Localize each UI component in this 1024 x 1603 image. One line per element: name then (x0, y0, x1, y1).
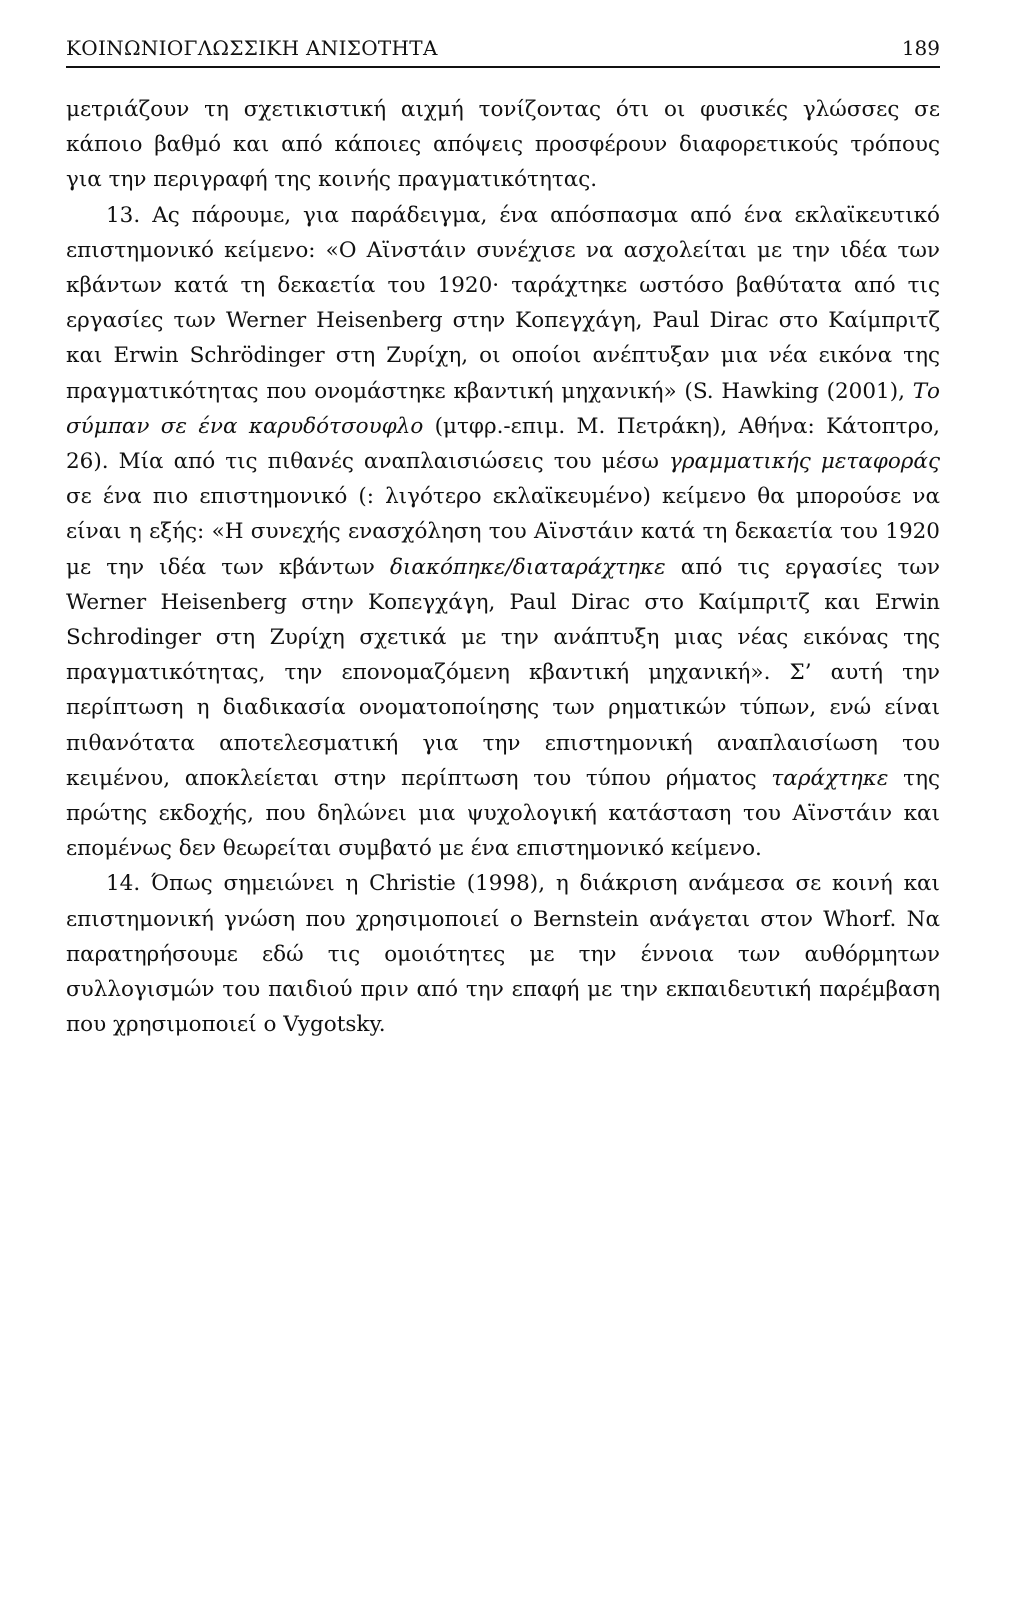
note-number: 13. (106, 202, 141, 228)
note-14-text: Όπως σημειώνει η Christie (1998), η διάκριση ανάμεσα σε κοινή και επιστημονική γνώση που χρησιμοποιεί ο Bernstein ανάγεται στον Whorf. Να παρατηρήσουμε εδώ τις ομοιότητες με την έννοια των αυθόρμητων συλλογισμών του παιδιού πριν από την επαφή με την εκπαιδευτική παρέμβαση που χρησιμοποιεί ο Vygotsky. (66, 871, 940, 1038)
note-14 (66, 866, 940, 1042)
emphasis-verb-2: ταράχτηκε (771, 765, 889, 791)
running-head-title: ΚΟΙΝΩΝΙΟΓΛΩΣΣΙΚΗ ΑΝΙΣΟΤΗΤΑ (66, 36, 438, 60)
note-13-text-g: από τις εργασίες των Werner Heisenberg στην Κοπεγχάγη, Paul Dirac στο Καίμπριτζ και Erwin Schrodinger στη Ζυρίχη σχετικά με την ανάπτυξη μιας νέας εικόνας της πραγματικότητας, την επονομαζόμενη κβαντική μηχανική». Σ’ αυτή την περίπτωση η διαδικασία ονοματοποίησης των ρηματικών τύπων, ενώ είναι πιθανότατα αποτελεσματική για την επιστημονική αναπλαισίωση του κειμένου, αποκλείεται στην περίπτωση του τύπου ρήματος (66, 554, 940, 791)
emphasis-verb: διακόπηκε/διαταράχτηκε (389, 554, 666, 580)
note-13-text-a: Ας πάρουμε, για παράδειγμα, ένα απόσπασμα από ένα εκλαϊκευτικό επιστημονικό κείμενο: «Ο Αϊνστάιν συνέχισε να ασχολείται με την ιδέα των κβάντων κατά τη δεκαετία του 1920· ταράχτηκε ωστόσο βαθύτατα από τις εργασίες των Werner Heisenberg στην Κοπεγχάγη, Paul Dirac στο Καίμπριτζ και Erwin Schrödinger στη Ζυρίχη, οι οποίοι ανέπτυξαν μια νέα εικόνα της πραγματικότητας που ονομάστηκε κβαντική μηχανική» (S. Hawking (2001), (66, 202, 941, 404)
note-13 (66, 198, 940, 867)
running-head (66, 34, 940, 68)
note-13-text-i: της πρώτης εκδοχής, που δηλώνει μια ψυχολογική κατάσταση του Αϊνστάιν και επομένως δεν θεωρείται συμβατό με ένα επιστημονικό κείμενο. (66, 765, 940, 862)
body-text (66, 92, 940, 1042)
note-number: 14. (106, 871, 141, 897)
paragraph-continuation (66, 92, 940, 198)
note-13-text-e: σε ένα πιο επιστημονικό (: λιγότερο εκλαϊκευμένο) κείμενο θα μπορούσε να είναι η εξής: «Η συνεχής ενασχόληση του Αϊνστάιν κατά τη δεκαετία του 1920 με την ιδέα των κβάντων (66, 484, 940, 580)
paragraph-text: μετριάζουν τη σχετικιστική αιχμή τονίζοντας ότι οι φυσικές γλώσσες σε κάποιο βαθμό και από κάποιες απόψεις προσφέρουν διαφορετικούς τρόπους για την περιγραφή της κοινής πραγματικότητας. (66, 97, 940, 193)
book-title: Το σύμπαν σε ένα καρυδότσουφλο (66, 378, 940, 439)
emphasis-term: γραμματικής μεταφοράς (669, 449, 940, 475)
note-13-text-c: (μτφρ.-επιμ. Μ. Πετράκη), Αθήνα: Κάτοπτρο, 26). Μία από τις πιθανές αναπλαισιώσεις του μέσω (66, 413, 940, 475)
page-number: 189 (901, 36, 940, 60)
